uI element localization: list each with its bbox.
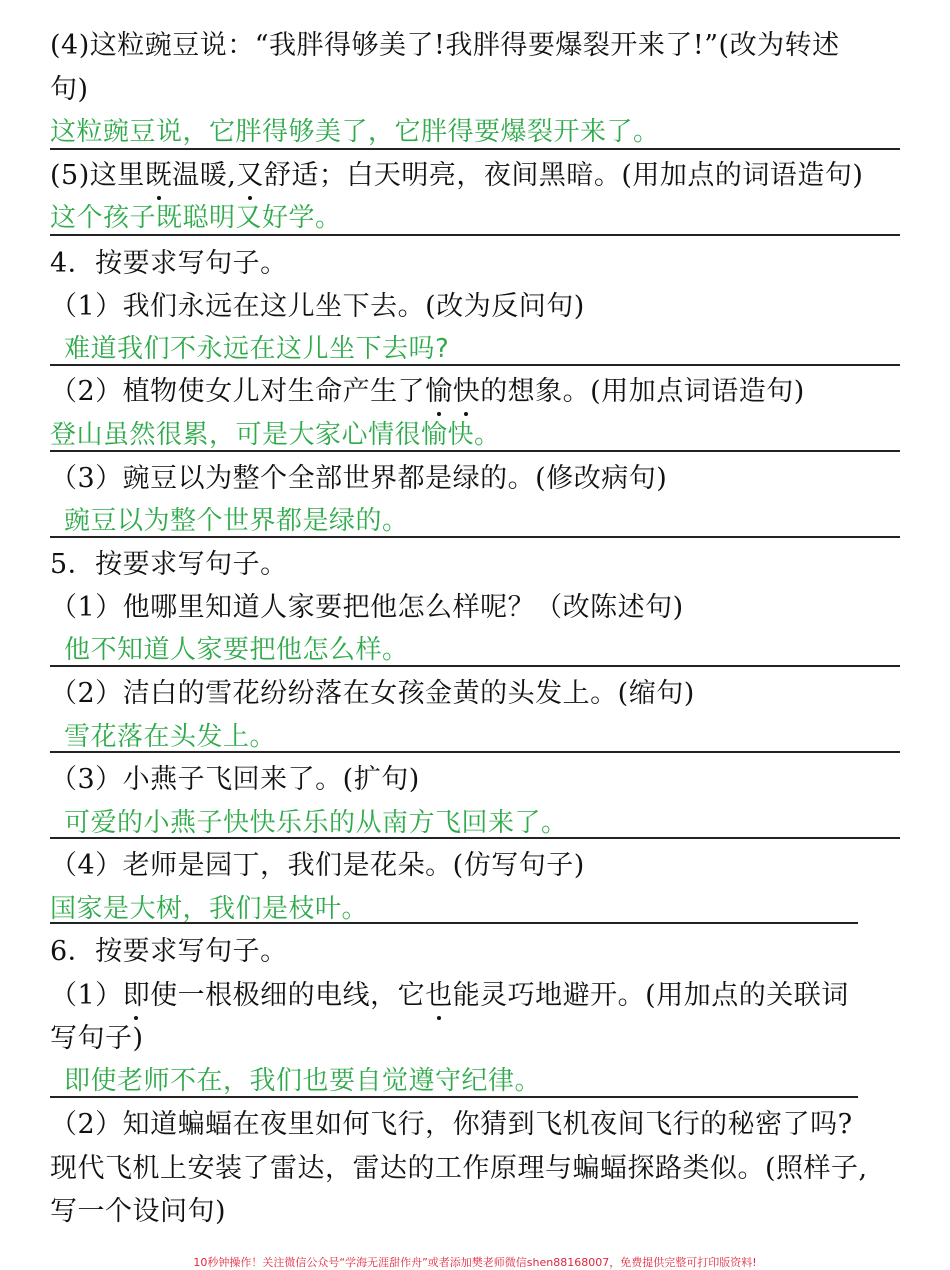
emphasis-dot-char: 既	[145, 156, 173, 196]
q5-item1-answer: 他不知道人家要把他怎么样。	[64, 635, 409, 665]
answer-line	[50, 364, 900, 366]
emphasis-dot-char: 愉	[425, 372, 453, 412]
answer-line	[50, 922, 858, 924]
q3-item4-answer: 这粒豌豆说，它胖得够美了，它胖得要爆裂开来了。	[50, 117, 660, 147]
q6-item1-prompt: （1）即使一根极细的电线，它也能灵巧地避开。(用加点的关联词	[50, 976, 849, 1016]
q5-heading: 5．按要求写句子。	[50, 549, 288, 580]
q5-item3-answer: 可爱的小燕子快快乐乐的从南方飞回来了。	[64, 808, 568, 838]
q6-item1-answer: 即使老师不在，我们也要自觉遵守纪律。	[64, 1066, 542, 1096]
q3-item4-line2: 句)	[50, 74, 89, 105]
q6-item1-line2: 写句子)	[50, 1023, 144, 1054]
q5-item4-answer: 国家是大树，我们是枝叶。	[50, 894, 369, 924]
emphasis-dot-char: 又	[236, 156, 264, 196]
answer-line	[50, 450, 900, 452]
q6-item2-line3: 写一个设问句)	[50, 1196, 227, 1227]
q6-item2-line1: （2）知道蝙蝠在夜里如何飞行，你猜到飞机夜间飞行的秘密了吗?	[50, 1109, 853, 1140]
q6-heading: 6．按要求写句子。	[50, 936, 288, 967]
emphasis-dot-char: 快	[453, 372, 481, 412]
answer-line	[50, 1096, 858, 1098]
q3-item5-answer: 这个孩子既聪明又好学。	[50, 203, 342, 233]
answer-line	[50, 234, 900, 236]
answer-line	[50, 148, 900, 150]
q4-item2-prompt: （2）植物使女儿对生命产生了愉快的想象。(用加点词语造句)	[50, 372, 805, 412]
q5-item2-answer: 雪花落在头发上。	[64, 722, 277, 752]
q4-item2-answer: 登山虽然很累，可是大家心情很愉快。	[50, 420, 501, 450]
q5-item3-prompt: （3）小燕子飞回来了。(扩句)	[50, 764, 420, 795]
promo-footer: 10秒钟操作！关注微信公众号“学海无涯甜作舟”或者添加樊老师微信shen88168007，免费提供完整可打印版资料!	[193, 1256, 757, 1269]
answer-line	[50, 665, 900, 667]
q4-heading: 4．按要求写句子。	[50, 248, 288, 279]
q3-item4-line1: (4)这粒豌豆说：“我胖得够美了!我胖得要爆裂开来了!”(改为转述	[50, 30, 840, 61]
q5-item2-prompt: （2）洁白的雪花纷纷落在女孩金黄的头发上。(缩句)	[50, 678, 695, 709]
q5-item1-prompt: （1）他哪里知道人家要把他怎么样呢？（改陈述句)	[50, 592, 684, 623]
emphasis-dot-char: 即	[123, 976, 151, 1016]
answer-line	[50, 751, 900, 753]
answer-line	[50, 837, 900, 839]
q6-item2-line2: 现代飞机上安装了雷达，雷达的工作原理与蝙蝠探路类似。(照样子,	[50, 1153, 868, 1184]
q4-item3-prompt: （3）豌豆以为整个全部世界都是绿的。(修改病句)	[50, 463, 668, 494]
q4-item1-answer: 难道我们不永远在这儿坐下去吗?	[64, 334, 450, 364]
answer-line	[50, 536, 900, 538]
q5-item4-prompt: （4）老师是园丁，我们是花朵。(仿写句子)	[50, 850, 585, 881]
q4-item3-answer: 豌豆以为整个世界都是绿的。	[64, 506, 409, 536]
q3-item5-prompt: (5)这里既温暖,又舒适；白天明亮，夜间黑暗。(用加点的词语造句)	[50, 156, 863, 196]
q4-item1-prompt: （1）我们永远在这儿坐下去。(改为反问句)	[50, 291, 585, 322]
emphasis-dot-char: 也	[425, 976, 453, 1016]
